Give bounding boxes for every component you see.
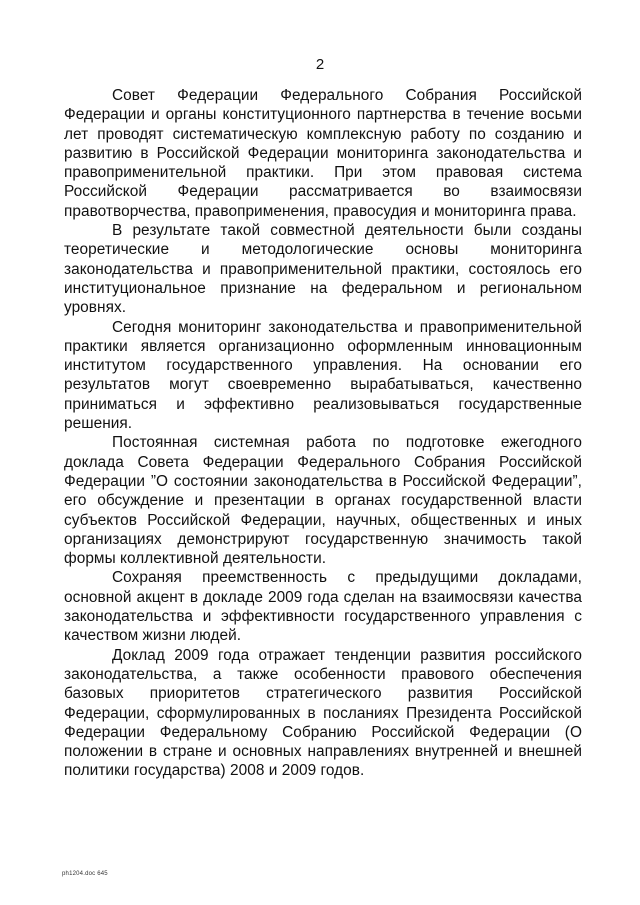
footer-file-code: ph1204.doc 645 xyxy=(62,871,108,877)
paragraph-6: Доклад 2009 года отражает тенденции развития российского законодательства, а также особенности правового обеспечения базовых приоритетов стратегического развития Российской Федерации, сформулированных в посланиях Президента Российской Федерации Федеральному Собранию Российской Федерации (О положении в стране и основных направлениях внутренней и внешней политики государства) 2008 и 2009 годов. xyxy=(64,646,582,780)
paragraph-2: В результате такой совместной деятельности были созданы теоретические и методологические основы мониторинга законодательства и правоприменительной практики, состоялось его институциональное признание на федеральном и региональном уровнях. xyxy=(64,222,582,317)
paragraph-1: Совет Федерации Федерального Собрания Российской Федерации и органы конституционного партнерства в течение восьми лет проводят систематическую комплексную работу по созданию и развитию в Российской Федерации мониторинга законодательства и правоприменительной практики. При этом правовая система Российской Федерации рассматривается во взаимосвязи правотворчества, правоприменения, правосудия и мониторинга права. xyxy=(64,87,582,220)
paragraph-3: Сегодня мониторинг законодательства и правоприменительной практики является организационно оформленным инновационным институтом государственного управления. На основании его результатов могут своевременно вырабатываться, качественно приниматься и эффективно реализовываться государственные решения. xyxy=(64,318,582,433)
page-number: 2 xyxy=(315,56,325,73)
paragraph-5: Сохраняя преемственность с предыдущими докладами, основной акцент в докладе 2009 года сделан на взаимосвязи качества законодательства и эффективности государственного управления с качеством жизни людей. xyxy=(64,569,582,645)
document-body xyxy=(64,86,582,781)
paragraph-4: Постоянная системная работа по подготовке ежегодного доклада Совета Федерации Федерального Собрания Российской Федерации ”О состоянии законодательства в Российской Федерации”, его обсуждение и презентации в органах государственной власти субъектов Российской Федерации, научных, общественных и иных организациях демонстрируют государственную значимость такой формы коллективной деятельности. xyxy=(64,434,582,568)
